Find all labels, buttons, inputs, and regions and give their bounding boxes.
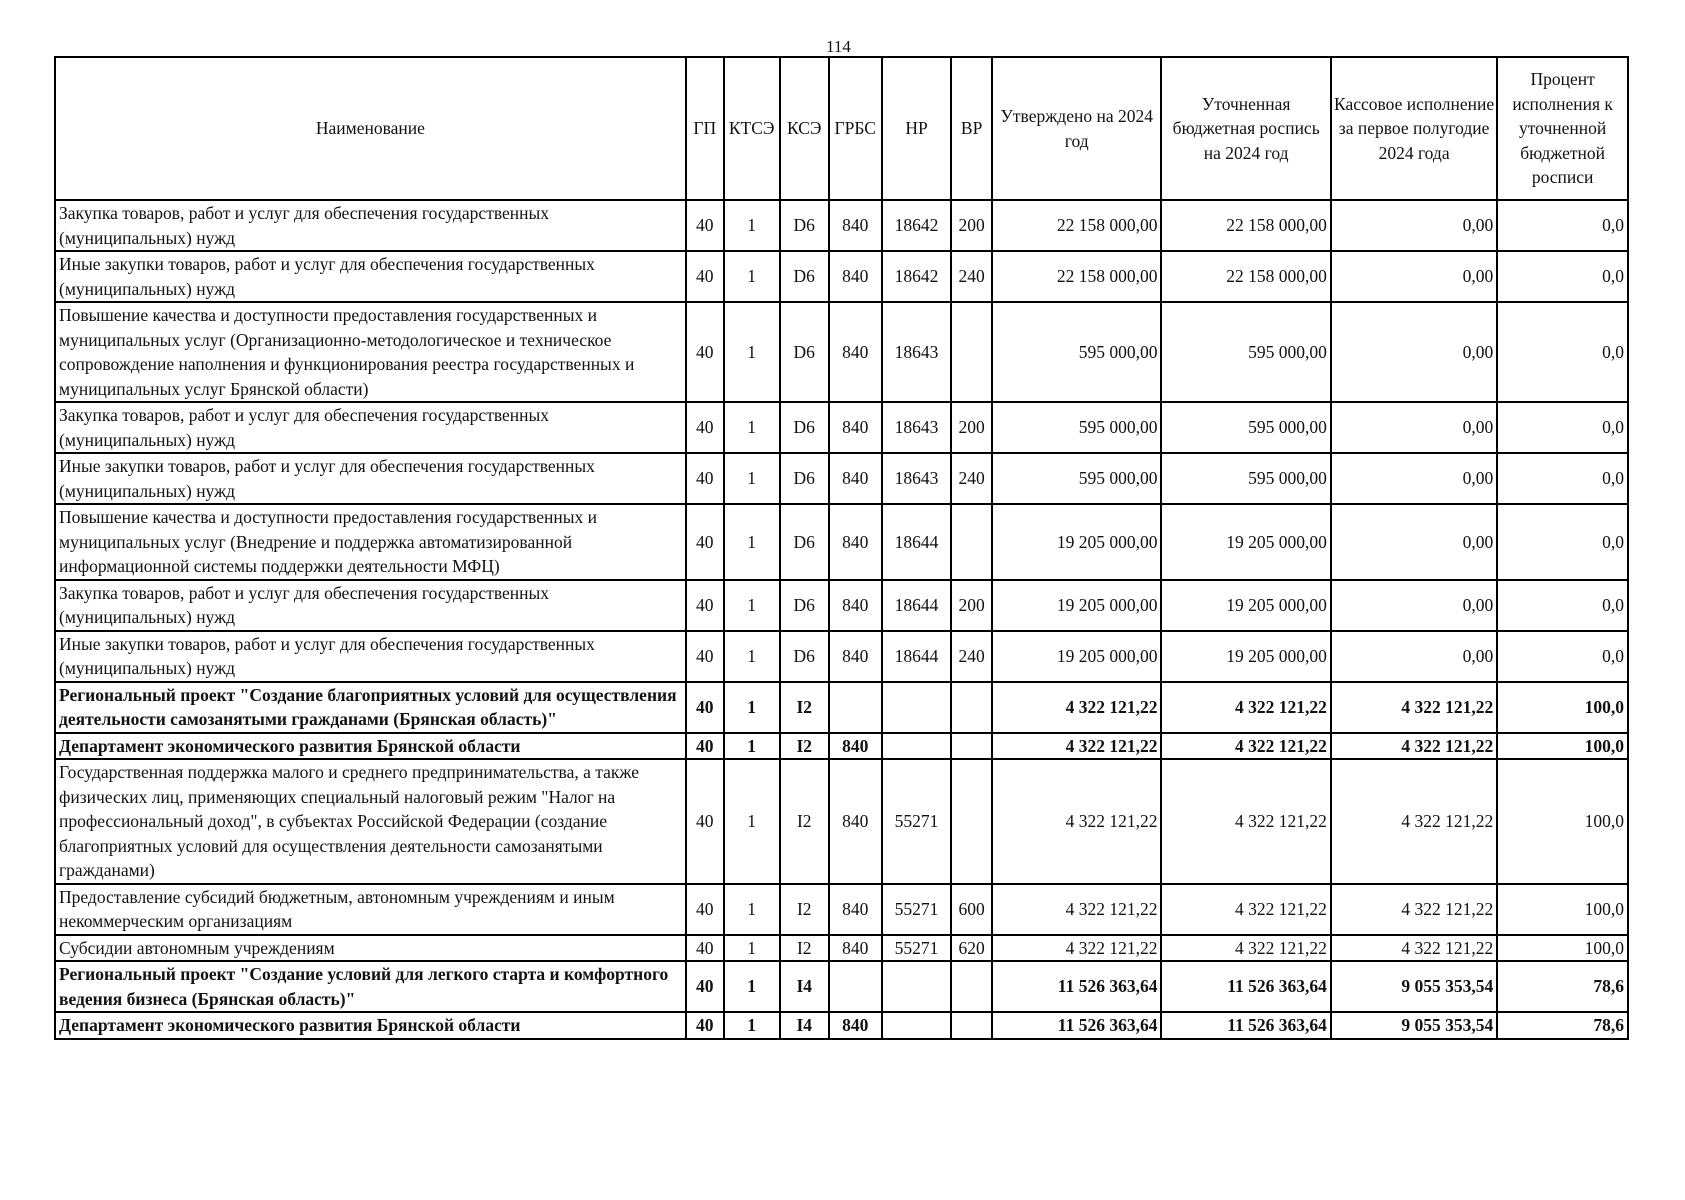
cell-approved: 19 205 000,00 [992,580,1161,631]
cell-ktse: 1 [724,504,780,580]
cell-vr [951,682,992,733]
table-row [55,402,1628,453]
cell-approved: 595 000,00 [992,302,1161,402]
header-percent: Процент исполнения к уточненной бюджетной росписи [1497,57,1628,200]
cell-kse: D6 [780,200,829,251]
cell-revised: 595 000,00 [1161,402,1330,453]
cell-gp: 40 [686,733,724,760]
cell-grbs: 840 [829,1012,882,1039]
cell-cash: 0,00 [1331,504,1497,580]
cell-ktse: 1 [724,961,780,1012]
cell-percent: 78,6 [1497,1012,1628,1039]
cell-revised: 595 000,00 [1161,453,1330,504]
cell-ktse: 1 [724,402,780,453]
cell-cash: 0,00 [1331,302,1497,402]
cell-approved: 22 158 000,00 [992,251,1161,302]
cell-gp: 40 [686,884,724,935]
cell-kse: D6 [780,453,829,504]
cell-approved: 11 526 363,64 [992,961,1161,1012]
cell-percent: 0,0 [1497,580,1628,631]
table-row [55,1012,1628,1039]
cell-gp: 40 [686,251,724,302]
cell-revised: 4 322 121,22 [1161,935,1330,962]
cell-cash: 4 322 121,22 [1331,759,1497,884]
table-row [55,251,1628,302]
cell-revised: 11 526 363,64 [1161,961,1330,1012]
cell-grbs: 840 [829,504,882,580]
header-vr: ВР [951,57,992,200]
cell-revised: 22 158 000,00 [1161,200,1330,251]
cell-approved: 4 322 121,22 [992,884,1161,935]
cell-grbs: 840 [829,733,882,760]
cell-np [882,961,951,1012]
cell-ktse: 1 [724,453,780,504]
cell-approved: 11 526 363,64 [992,1012,1161,1039]
cell-vr [951,1012,992,1039]
header-name: Наименование [55,57,686,200]
cell-kse: I2 [780,759,829,884]
cell-name: Региональный проект "Создание условий для легкого старта и комфортного ведения бизнеса (Брянская область)" [55,961,686,1012]
cell-approved: 4 322 121,22 [992,682,1161,733]
cell-percent: 78,6 [1497,961,1628,1012]
cell-kse: I2 [780,935,829,962]
cell-ktse: 1 [724,759,780,884]
cell-cash: 0,00 [1331,200,1497,251]
cell-name: Повышение качества и доступности предоставления государственных и муниципальных услуг (Организационно-методологическое и техническое сопровождение наполнения и функционирования реестра государственных и муниципальных услуг Брянской области) [55,302,686,402]
table-row [55,631,1628,682]
cell-gp: 40 [686,935,724,962]
header-np: НР [882,57,951,200]
cell-ktse: 1 [724,251,780,302]
table-row [55,302,1628,402]
cell-gp: 40 [686,453,724,504]
cell-vr: 240 [951,631,992,682]
cell-name: Иные закупки товаров, работ и услуг для обеспечения государственных (муниципальных) нужд [55,453,686,504]
cell-gp: 40 [686,200,724,251]
cell-grbs: 840 [829,580,882,631]
cell-name: Иные закупки товаров, работ и услуг для обеспечения государственных (муниципальных) нужд [55,631,686,682]
cell-approved: 19 205 000,00 [992,504,1161,580]
header-gp: ГП [686,57,724,200]
cell-grbs: 840 [829,402,882,453]
cell-gp: 40 [686,580,724,631]
cell-name: Закупка товаров, работ и услуг для обеспечения государственных (муниципальных) нужд [55,580,686,631]
cell-ktse: 1 [724,884,780,935]
cell-cash: 0,00 [1331,251,1497,302]
cell-revised: 19 205 000,00 [1161,631,1330,682]
cell-kse: I4 [780,961,829,1012]
cell-percent: 0,0 [1497,302,1628,402]
cell-cash: 0,00 [1331,580,1497,631]
cell-vr [951,504,992,580]
cell-grbs [829,682,882,733]
cell-np [882,733,951,760]
cell-approved: 19 205 000,00 [992,631,1161,682]
header-ktse: КТСЭ [724,57,780,200]
header-kse: КСЭ [780,57,829,200]
cell-grbs: 840 [829,302,882,402]
cell-ktse: 1 [724,631,780,682]
cell-ktse: 1 [724,302,780,402]
cell-percent: 0,0 [1497,200,1628,251]
cell-revised: 595 000,00 [1161,302,1330,402]
cell-cash: 0,00 [1331,402,1497,453]
cell-np: 18644 [882,631,951,682]
cell-name: Повышение качества и доступности предоставления государственных и муниципальных услуг (Внедрение и поддержка автоматизированной информационной системы поддержки деятельности МФЦ) [55,504,686,580]
cell-approved: 4 322 121,22 [992,759,1161,884]
cell-revised: 19 205 000,00 [1161,504,1330,580]
cell-kse: I4 [780,1012,829,1039]
cell-revised: 19 205 000,00 [1161,580,1330,631]
cell-vr [951,759,992,884]
cell-ktse: 1 [724,200,780,251]
cell-approved: 4 322 121,22 [992,733,1161,760]
cell-name: Иные закупки товаров, работ и услуг для обеспечения государственных (муниципальных) нужд [55,251,686,302]
cell-grbs: 840 [829,453,882,504]
cell-np [882,682,951,733]
cell-kse: D6 [780,402,829,453]
cell-approved: 4 322 121,22 [992,935,1161,962]
cell-gp: 40 [686,961,724,1012]
cell-revised: 4 322 121,22 [1161,884,1330,935]
cell-gp: 40 [686,402,724,453]
cell-revised: 4 322 121,22 [1161,682,1330,733]
cell-name: Региональный проект "Создание благоприятных условий для осуществления деятельности самозанятыми гражданами (Брянская область)" [55,682,686,733]
cell-percent: 100,0 [1497,759,1628,884]
cell-kse: I2 [780,682,829,733]
cell-approved: 595 000,00 [992,402,1161,453]
cell-grbs: 840 [829,200,882,251]
cell-percent: 100,0 [1497,935,1628,962]
cell-np: 18644 [882,504,951,580]
cell-name: Департамент экономического развития Брянской области [55,733,686,760]
cell-kse: D6 [780,631,829,682]
cell-gp: 40 [686,759,724,884]
cell-kse: D6 [780,302,829,402]
table-row [55,935,1628,962]
cell-np: 55271 [882,759,951,884]
table-row [55,200,1628,251]
cell-ktse: 1 [724,580,780,631]
cell-vr: 240 [951,251,992,302]
cell-cash: 4 322 121,22 [1331,935,1497,962]
table-row [55,682,1628,733]
cell-vr: 620 [951,935,992,962]
cell-ktse: 1 [724,733,780,760]
cell-revised: 4 322 121,22 [1161,759,1330,884]
cell-name: Предоставление субсидий бюджетным, автономным учреждениям и иным некоммерческим организациям [55,884,686,935]
cell-percent: 0,0 [1497,453,1628,504]
cell-cash: 9 055 353,54 [1331,1012,1497,1039]
cell-percent: 100,0 [1497,884,1628,935]
cell-np: 55271 [882,935,951,962]
table-row [55,453,1628,504]
table-row [55,580,1628,631]
cell-name: Закупка товаров, работ и услуг для обеспечения государственных (муниципальных) нужд [55,200,686,251]
cell-gp: 40 [686,682,724,733]
cell-gp: 40 [686,631,724,682]
cell-vr: 200 [951,200,992,251]
cell-kse: D6 [780,504,829,580]
cell-grbs: 840 [829,759,882,884]
table-body [55,200,1628,1039]
cell-kse: I2 [780,733,829,760]
cell-np: 18642 [882,200,951,251]
cell-cash: 0,00 [1331,453,1497,504]
cell-kse: D6 [780,251,829,302]
table-row [55,961,1628,1012]
cell-vr: 240 [951,453,992,504]
cell-kse: D6 [780,580,829,631]
budget-table [54,56,1629,1040]
cell-vr [951,961,992,1012]
header-approved: Утверждено на 2024 год [992,57,1161,200]
cell-name: Закупка товаров, работ и услуг для обеспечения государственных (муниципальных) нужд [55,402,686,453]
cell-gp: 40 [686,504,724,580]
cell-vr: 200 [951,580,992,631]
cell-percent: 100,0 [1497,682,1628,733]
cell-name: Субсидии автономным учреждениям [55,935,686,962]
cell-np [882,1012,951,1039]
cell-ktse: 1 [724,1012,780,1039]
table-row [55,504,1628,580]
header-revised: Уточненная бюджетная роспись на 2024 год [1161,57,1330,200]
cell-approved: 595 000,00 [992,453,1161,504]
cell-percent: 0,0 [1497,631,1628,682]
cell-grbs: 840 [829,935,882,962]
cell-revised: 4 322 121,22 [1161,733,1330,760]
cell-np: 18644 [882,580,951,631]
cell-percent: 0,0 [1497,504,1628,580]
cell-grbs: 840 [829,884,882,935]
table-row [55,884,1628,935]
header-cash: Кассовое исполнение за первое полугодие 2024 года [1331,57,1497,200]
cell-cash: 4 322 121,22 [1331,682,1497,733]
cell-grbs [829,961,882,1012]
table-row [55,733,1628,760]
header-grbs: ГРБС [829,57,882,200]
cell-np: 18643 [882,402,951,453]
cell-percent: 0,0 [1497,251,1628,302]
cell-revised: 22 158 000,00 [1161,251,1330,302]
page-number: 114 [826,37,851,56]
cell-np: 18643 [882,453,951,504]
cell-grbs: 840 [829,631,882,682]
header-row [55,57,1628,200]
cell-name: Государственная поддержка малого и среднего предпринимательства, а также физических лиц, применяющих специальный налоговый режим "Налог на профессиональный доход", в субъектах Российской Федерации (создание благоприятных условий для осуществления деятельности самозанятыми гражданами) [55,759,686,884]
cell-vr [951,302,992,402]
table-header [55,57,1628,200]
cell-cash: 4 322 121,22 [1331,733,1497,760]
table-row [55,759,1628,884]
cell-vr: 600 [951,884,992,935]
cell-vr: 200 [951,402,992,453]
cell-name: Департамент экономического развития Брянской области [55,1012,686,1039]
cell-gp: 40 [686,1012,724,1039]
cell-percent: 0,0 [1497,402,1628,453]
cell-cash: 0,00 [1331,631,1497,682]
cell-approved: 22 158 000,00 [992,200,1161,251]
cell-cash: 4 322 121,22 [1331,884,1497,935]
cell-gp: 40 [686,302,724,402]
cell-ktse: 1 [724,935,780,962]
cell-cash: 9 055 353,54 [1331,961,1497,1012]
cell-percent: 100,0 [1497,733,1628,760]
cell-kse: I2 [780,884,829,935]
cell-np: 18643 [882,302,951,402]
cell-np: 55271 [882,884,951,935]
cell-np: 18642 [882,251,951,302]
cell-revised: 11 526 363,64 [1161,1012,1330,1039]
cell-ktse: 1 [724,682,780,733]
cell-grbs: 840 [829,251,882,302]
cell-vr [951,733,992,760]
